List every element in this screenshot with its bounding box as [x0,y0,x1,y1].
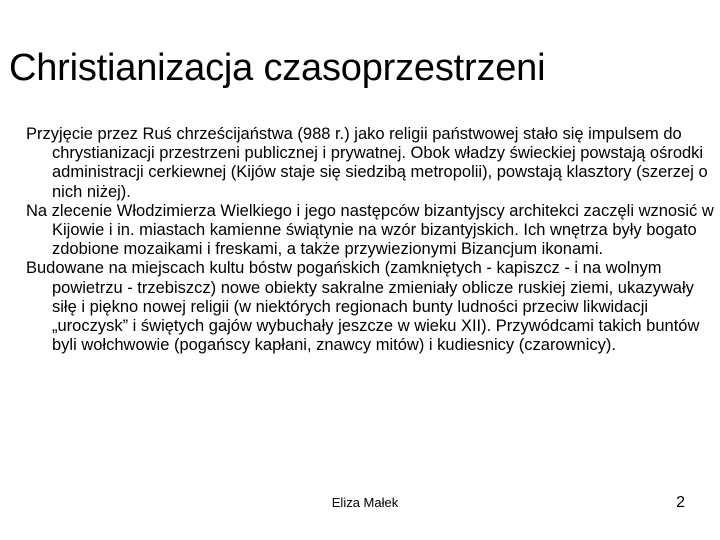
paragraph-christianization: Przyjęcie przez Ruś chrześcijaństwa (988 r.) jako religii państwowej stało się impulsem do chrystianizacji przestrzeni publicznej i prywatnej. Obok władzy świeckiej powstają ośrodki administracji cerkiewnej (Kijów staje się siedzibą metropolii), powstają klasztory (szerzej o nich niżej). [26,125,708,201]
paragraph-architecture: Na zlecenie Włodzimierza Wielkiego i jego następców bizantyjscy architekci zaczęli wznosić w Kijowie i in. miastach kamienne świątynie na wzór bizantyjskich. Ich wnętrza były bogato zdobione mozaikami i freskami, a także przywiezionymi Bizancjum ikonami. [26,201,714,259]
slide-title: Christianizacja czasoprzestrzeni [9,47,546,89]
footer-author: Eliza Małek [331,495,399,510]
slide-body [26,125,716,355]
page-number: 2 [676,494,685,511]
paragraph-sacred-sites: Budowane na miejscach kultu bóstw pogańskich (zamkniętych - kapiszcz - i na wolnym powietrzu - trzebiszcz) nowe obiekty sakralne zmieniały oblicze ruskiej ziemi, ukazywały siłę i piękno nowej religii (w niektórych regionach bunty ludności przeciw likwidacji „uroczysk” i świętych gajów wybuchały jeszcze w wieku XII). Przywódcami takich buntów byli wołchwowie (pogańscy kapłani, znawcy mitów) i kudiesnicy (czarownicy). [26,259,700,355]
